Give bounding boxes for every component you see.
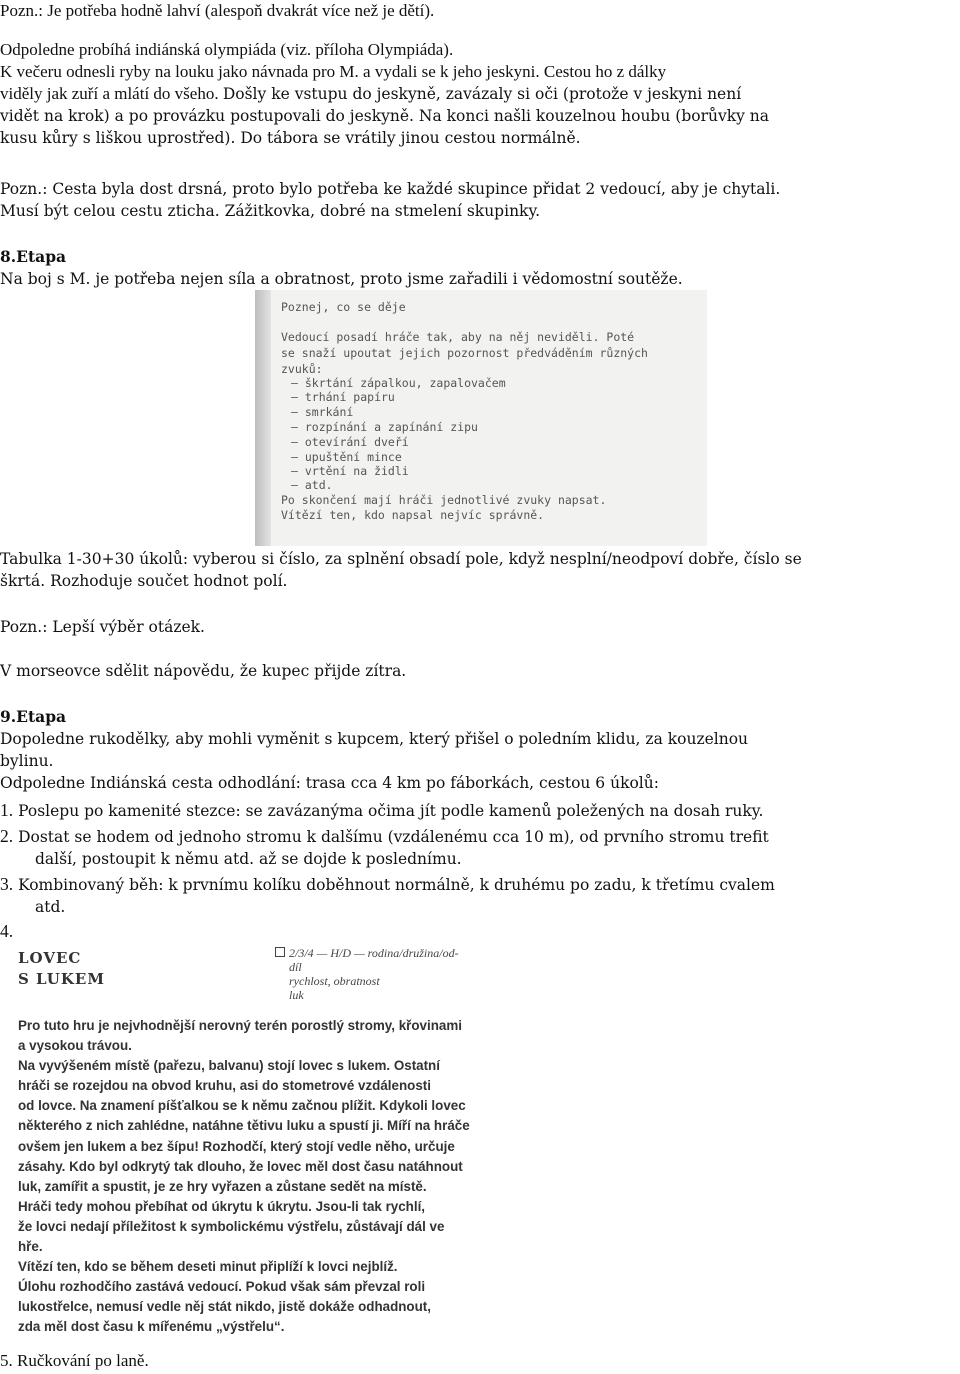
game-meta-line: luk bbox=[289, 988, 304, 1002]
task-list-item-3 bbox=[0, 873, 958, 918]
list-number: 1. bbox=[0, 800, 14, 820]
text-line: Pozn.: Je potřeba hodně lahví (alespoň dvakrát více než je dětí). bbox=[0, 1, 435, 20]
text-line: Úlohu rozhodčího zastává vedoucí. Pokud však sám převzal roli bbox=[18, 1279, 426, 1295]
list-item: 5. Ručkování po laně. bbox=[0, 1351, 149, 1370]
text-line: Na boj s M. je potřeba nejen síla a obratnost, proto jsme zařadili i vědomostní soutěže. bbox=[0, 270, 683, 288]
text-line: zásahy. Kdo byl odkrytý tak dlouho, že lovec měl dost času natáhnout bbox=[18, 1158, 463, 1174]
text-line: Tabulka 1-30+30 úkolů: vyberou si číslo, za splnění obsadí pole, když nesplní/neodpoví dobře, číslo se bbox=[0, 550, 802, 568]
morse-paragraph bbox=[0, 660, 958, 682]
list-text: Dostat se hodem od jednoho stromu k dalšímu (vzdálenému cca 10 m), od prvního stromu trefit bbox=[18, 828, 769, 846]
list-text-continued: další, postoupit k němu atd. až se dojde k poslednímu. bbox=[35, 850, 462, 868]
list-number: 4. bbox=[0, 921, 14, 941]
text-line: ovšem jen lukem a bez šípu! Rozhodčí, který stojí vedle něho, určuje bbox=[18, 1138, 455, 1154]
game-title bbox=[18, 948, 105, 990]
text-line: bylinu. bbox=[0, 752, 54, 770]
game-title-line: LOVEC bbox=[18, 949, 82, 967]
text-line: Odpoledne probíhá indiánská olympiáda (viz. příloha Olympiáda). bbox=[0, 40, 454, 59]
game-meta-line: rychlost, obratnost bbox=[289, 974, 380, 988]
scan-text: – upuštění mince bbox=[291, 450, 402, 464]
text-line bbox=[0, 105, 958, 127]
text-line: že lovci nedají příležitost k symbolickému výstřelu, zůstávají dál ve bbox=[18, 1218, 445, 1234]
etapa-8-section bbox=[0, 246, 958, 290]
scan-text: – otevírání dveří bbox=[291, 435, 409, 449]
text-line: od lovce. Na znamení píšťalkou se k němu začnou plížit. Kdykoli lovec bbox=[18, 1098, 466, 1114]
task-list-item-4 bbox=[0, 920, 958, 942]
list-text: Kombinovaný běh: k prvnímu kolíku doběhnout normálně, k druhému po zadu, k třetímu cvalem bbox=[18, 876, 775, 894]
text-line: některého z nich zahlédne, natáhne tětivu luku a spustí ji. Míří na hráče bbox=[18, 1118, 470, 1134]
scanned-book-excerpt-image bbox=[0, 940, 500, 1345]
task-list-item-5 bbox=[0, 1350, 958, 1372]
text-line: hře. bbox=[18, 1239, 43, 1255]
section-heading: 9.Etapa bbox=[0, 707, 67, 726]
list-number: 2. bbox=[0, 826, 14, 846]
scan-text: – smrkání bbox=[291, 405, 354, 419]
pozn-questions bbox=[0, 616, 958, 638]
scan-edge bbox=[255, 290, 271, 546]
game-description bbox=[18, 1016, 488, 1338]
olympiad-paragraph bbox=[0, 39, 958, 149]
text-line bbox=[0, 83, 958, 105]
text-line: luk, zamířit a spustit, je ze hry vyřazen a zůstane sedět na místě. bbox=[18, 1178, 427, 1194]
scanned-game-card-image bbox=[255, 290, 707, 546]
text-line: K večeru odnesli ryby na louku jako návnada pro M. a vydali se k jeho jeskyni. Cestou ho z dálky bbox=[0, 62, 667, 81]
game-title-line: S LUKEM bbox=[18, 970, 105, 988]
scan-text: – škrtání zápalkou, zapalovačem bbox=[291, 376, 506, 390]
text-span: viděly jak zuří a mlátí do všeho. bbox=[0, 84, 219, 103]
game-meta-line bbox=[275, 946, 459, 960]
scan-text: se snaží upoutat jejich pozornost předváděním různých bbox=[281, 346, 648, 360]
scan-text: Vedoucí posadí hráče tak, aby na něj neviděli. Poté bbox=[281, 330, 635, 344]
text-line: kusu kůry s liškou uprostřed). Do tábora se vrátily jinou cestou normálně. bbox=[0, 129, 581, 147]
pozn-path bbox=[0, 178, 958, 222]
list-item bbox=[0, 873, 958, 896]
scan-text: – trhání papíru bbox=[291, 390, 395, 404]
scan-text: Po skončení mají hráči jednotlivé zvuky napsat. bbox=[281, 493, 607, 507]
scan-text: – vrtění na židli bbox=[291, 464, 409, 478]
text-line: zda měl dost času k mířenému „výstřelu“. bbox=[18, 1319, 285, 1335]
text-line: Pro tuto hru je nejvhodnější nerovný terén porostlý stromy, křovinami bbox=[18, 1018, 462, 1033]
text-line: a vysokou trávou. bbox=[18, 1038, 132, 1054]
game-meta bbox=[275, 946, 459, 1002]
text-line: Musí být celou cestu zticha. Zážitkovka, dobré na stmelení skupinky. bbox=[0, 202, 541, 220]
text-span: vidět na krok) a po provázku postupovali do jeskyně. bbox=[0, 107, 414, 125]
list-number: 3. bbox=[0, 874, 14, 894]
etapa-9-section bbox=[0, 706, 958, 794]
table-task-paragraph bbox=[0, 548, 958, 592]
scan-text: zvuků: bbox=[281, 362, 323, 376]
meta-text: 2/3/4 — H/D — rodina/družina/od- bbox=[289, 946, 459, 960]
task-list bbox=[0, 799, 958, 822]
text-line: Pozn.: Lepší výběr otázek. bbox=[0, 618, 205, 636]
scan-text: Vítězí ten, kdo napsal nejvíc správně. bbox=[281, 508, 545, 522]
text-line: Dopoledne rukodělky, aby mohli vyměnit s kupcem, který přišel o poledním klidu, za kouzelnou bbox=[0, 730, 749, 748]
text-line: Odpoledne Indiánská cesta odhodlání: trasa cca 4 km po fáborkách, cestou 6 úkolů: bbox=[0, 774, 659, 792]
text-line: Pozn.: Cesta byla dost drsná, proto bylo potřeba ke každé skupince přidat 2 vedoucí, aby je chytali. bbox=[0, 180, 781, 198]
text-line: Na vyvýšeném místě (pařezu, balvanu) stojí lovec s lukem. Ostatní bbox=[18, 1058, 440, 1074]
scan-text: – rozpínání a zapínání zipu bbox=[291, 420, 478, 434]
section-heading: 8.Etapa bbox=[0, 247, 67, 266]
task-list-item-2 bbox=[0, 825, 958, 870]
text-line: Hráči tedy mohou přebíhat od úkrytu k úkrytu. Jsou-li tak rychlí, bbox=[18, 1198, 426, 1214]
list-item bbox=[0, 799, 958, 822]
game-meta-line: díl bbox=[289, 960, 302, 974]
list-item bbox=[0, 825, 958, 848]
text-span: Na konci našli kouzelnou houbu (borůvky na bbox=[418, 107, 770, 125]
list-text-continued: atd. bbox=[35, 898, 66, 916]
checkbox-icon bbox=[275, 947, 285, 957]
text-span: Došly ke vstupu do jeskyně, zavázaly si oči (protože v jeskyni není bbox=[222, 85, 742, 103]
text-line: škrtá. Rozhoduje součet hodnot polí. bbox=[0, 572, 288, 590]
scan-text: – atd. bbox=[291, 478, 333, 492]
text-line: hráči se rozejdou na obvod kruhu, asi do stometrové vzdálenosti bbox=[18, 1078, 431, 1094]
text-line: Vítězí ten, kdo se během deseti minut připlíží k lovci nejblíž. bbox=[18, 1259, 398, 1275]
pozn-bottles bbox=[0, 0, 958, 22]
scan-text: Poznej, co se děje bbox=[281, 300, 406, 314]
text-line: lukostřelce, nemusí vedle něj stát nikdo, jistě dokáže odhadnout, bbox=[18, 1299, 431, 1315]
text-line: V morseovce sdělit nápovědu, že kupec přijde zítra. bbox=[0, 662, 407, 680]
list-text: Poslepu po kamenité stezce: se zavázanýma očima jít podle kamenů poležených na dosah ruky. bbox=[18, 802, 764, 820]
